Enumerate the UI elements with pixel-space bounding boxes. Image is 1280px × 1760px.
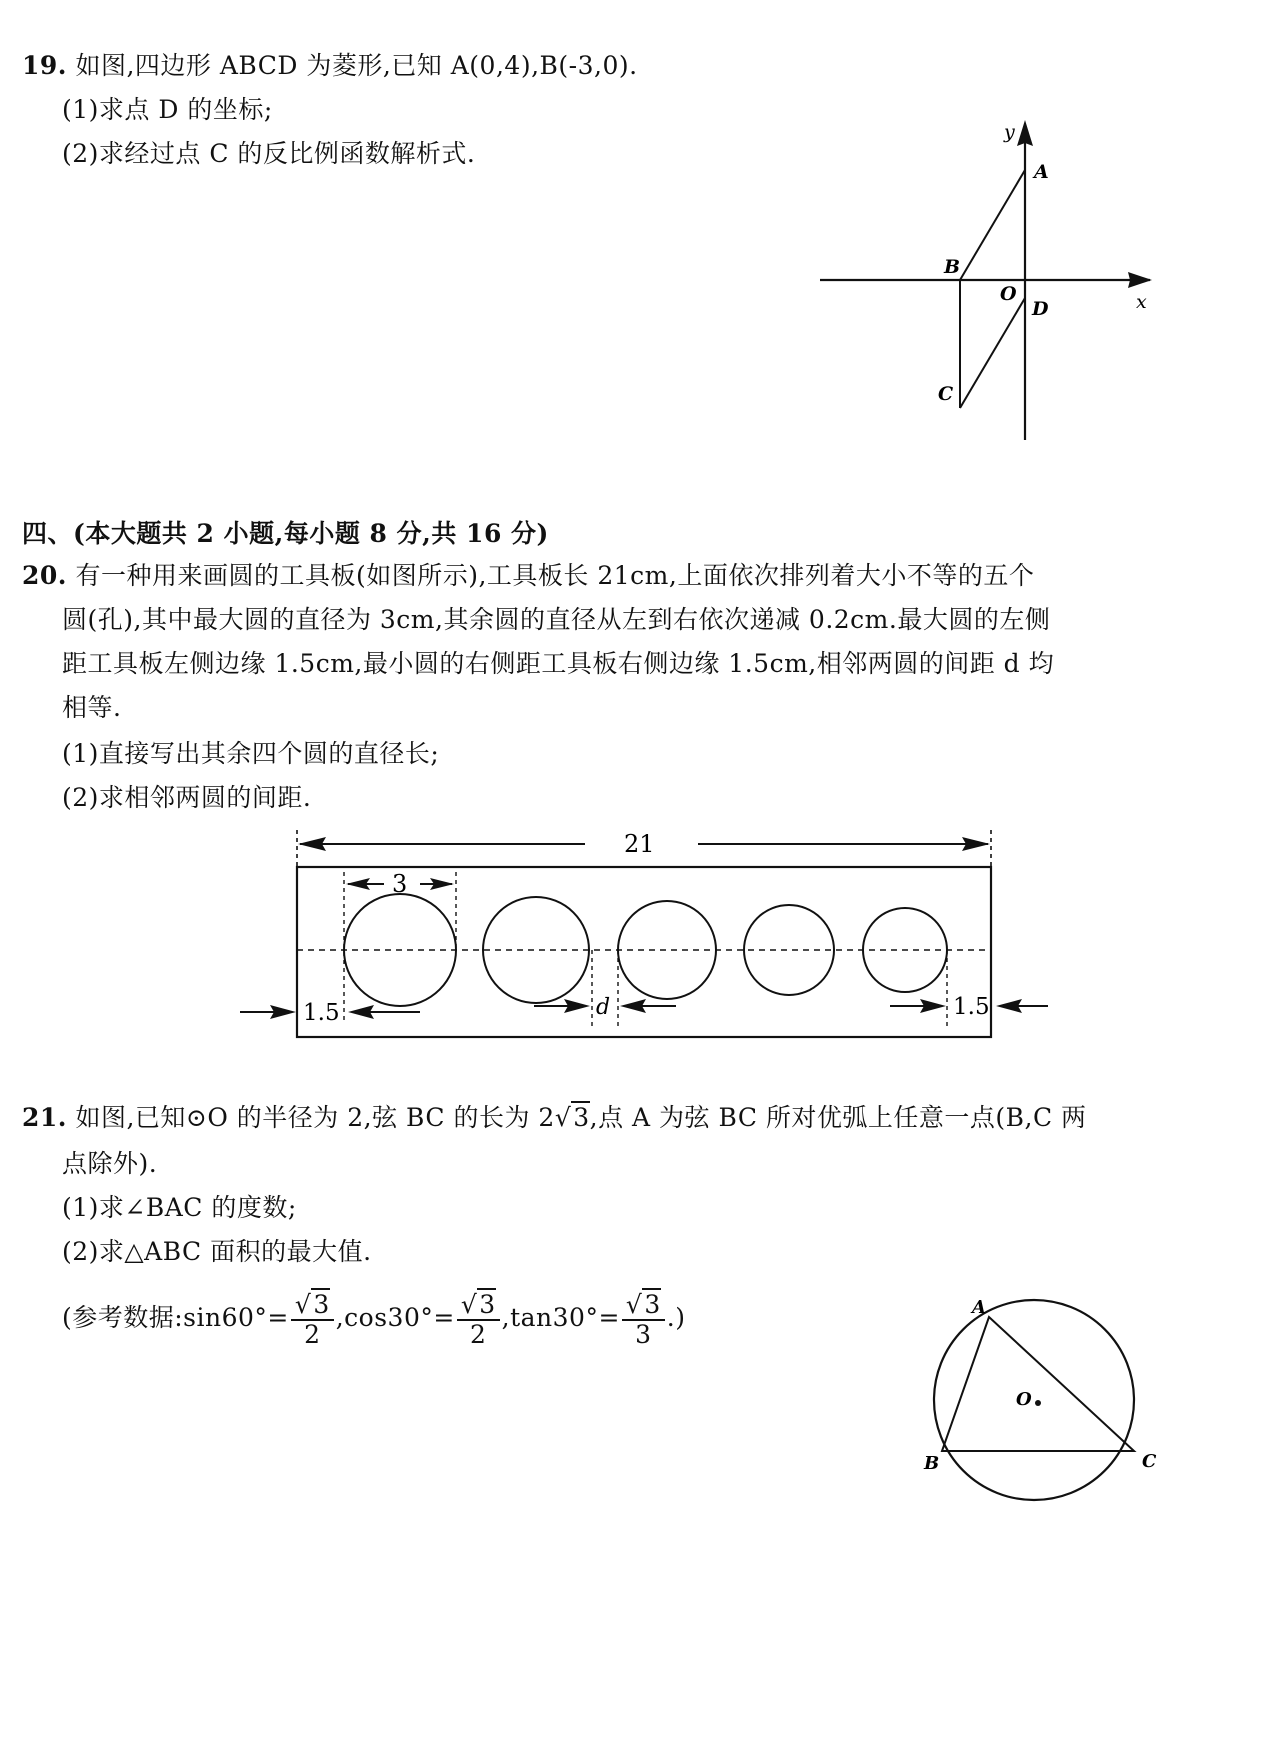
q21-line1-b: ,点 A 为弦 BC 所对优弧上任意一点(B,C 两 xyxy=(589,1103,1087,1132)
arrow-left-icon xyxy=(298,837,326,851)
label-B: B xyxy=(944,256,961,278)
y-axis-arrow-icon xyxy=(1017,120,1033,146)
q20-sub2: (2)求相邻两圆的间距. xyxy=(62,783,312,812)
x-axis-arrow-icon xyxy=(1128,272,1152,288)
q21-sub2: (2)求△ABC 面积的最大值. xyxy=(62,1237,372,1266)
ref-close: .) xyxy=(666,1303,686,1332)
q21-figure-circle-triangle xyxy=(900,1285,1200,1525)
q19-sub1: (1)求点 D 的坐标; xyxy=(62,95,273,124)
q21-line1 xyxy=(22,1102,1087,1134)
arrow-right-icon xyxy=(962,837,990,851)
q20-line2: 圆(孔),其中最大圆的直径为 3cm,其余圆的直径从左到右依次递减 0.2cm.最大圆的左侧 xyxy=(62,605,1051,634)
ref-open: (参考数据:sin60°= xyxy=(62,1303,289,1332)
label-D: D xyxy=(1032,298,1049,320)
circle-4 xyxy=(744,905,834,995)
cos30-fraction: $\frac{√3}{2}$ xyxy=(457,1291,500,1349)
label-B: B xyxy=(924,1453,940,1474)
label-O: O xyxy=(1016,1389,1032,1410)
left-margin-label: 1.5 xyxy=(303,1000,340,1026)
ref-mid1: ,cos30°= xyxy=(335,1303,455,1332)
label-y: y xyxy=(1004,121,1015,143)
circle-O xyxy=(934,1300,1134,1500)
q20-line1-text: 有一种用来画圆的工具板(如图所示),工具板长 21cm,上面依次排列着大小不等的五个 xyxy=(75,561,1035,590)
triangle-ABC xyxy=(942,1317,1134,1451)
q20-number: 20. xyxy=(22,561,67,590)
q19-number: 19. xyxy=(22,51,67,80)
q19-stem xyxy=(22,50,638,82)
q20-line1 xyxy=(22,560,1034,592)
q21-number: 21. xyxy=(22,1103,67,1132)
q21-line1-a: 如图,已知⊙O 的半径为 2,弦 BC 的长为 2 xyxy=(75,1103,555,1132)
label-C: C xyxy=(1142,1451,1157,1472)
q19-sub2: (2)求经过点 C 的反比例函数解析式. xyxy=(62,139,476,168)
q19-stem-text: 如图,四边形 ABCD 为菱形,已知 A(0,4),B(-3,0). xyxy=(75,51,638,80)
center-point xyxy=(1035,1400,1041,1406)
label-A: A xyxy=(1034,161,1049,183)
q20-sub1: (1)直接写出其余四个圆的直径长; xyxy=(62,739,440,768)
q21-sqrt-radicand: 3 xyxy=(573,1103,590,1132)
gap-label: d xyxy=(596,995,611,1020)
length-label: 21 xyxy=(624,830,655,858)
q20-line3: 距工具板左侧边缘 1.5cm,最小圆的右侧距工具板右侧边缘 1.5cm,相邻两圆的间距 d 均 xyxy=(62,649,1055,678)
q21-sub1: (1)求∠BAC 的度数; xyxy=(62,1193,297,1222)
sqrt-sign: √ xyxy=(554,1103,572,1132)
right-margin-label: 1.5 xyxy=(953,994,990,1020)
segment-CD xyxy=(960,298,1025,408)
q19-figure-coordinate-plane xyxy=(800,110,1180,480)
segment-AB xyxy=(960,170,1025,280)
label-C: C xyxy=(938,383,954,405)
q20-line4: 相等. xyxy=(62,693,122,722)
sin60-fraction: $\frac{√3}{2}$ xyxy=(291,1291,334,1349)
label-A: A xyxy=(972,1297,986,1318)
section-heading: 四、(本大题共 2 小题,每小题 8 分,共 16 分) xyxy=(22,519,549,548)
q21-reference-data xyxy=(62,1288,685,1349)
q20-figure-circle-template-board xyxy=(230,822,1070,1052)
diameter-label: 3 xyxy=(392,870,408,898)
label-O: O xyxy=(1000,283,1017,305)
ref-mid2: ,tan30°= xyxy=(501,1303,620,1332)
label-x: x xyxy=(1136,291,1147,313)
q21-line2: 点除外). xyxy=(62,1149,158,1178)
tan30-fraction: $\frac{√3}{3}$ xyxy=(622,1291,665,1349)
